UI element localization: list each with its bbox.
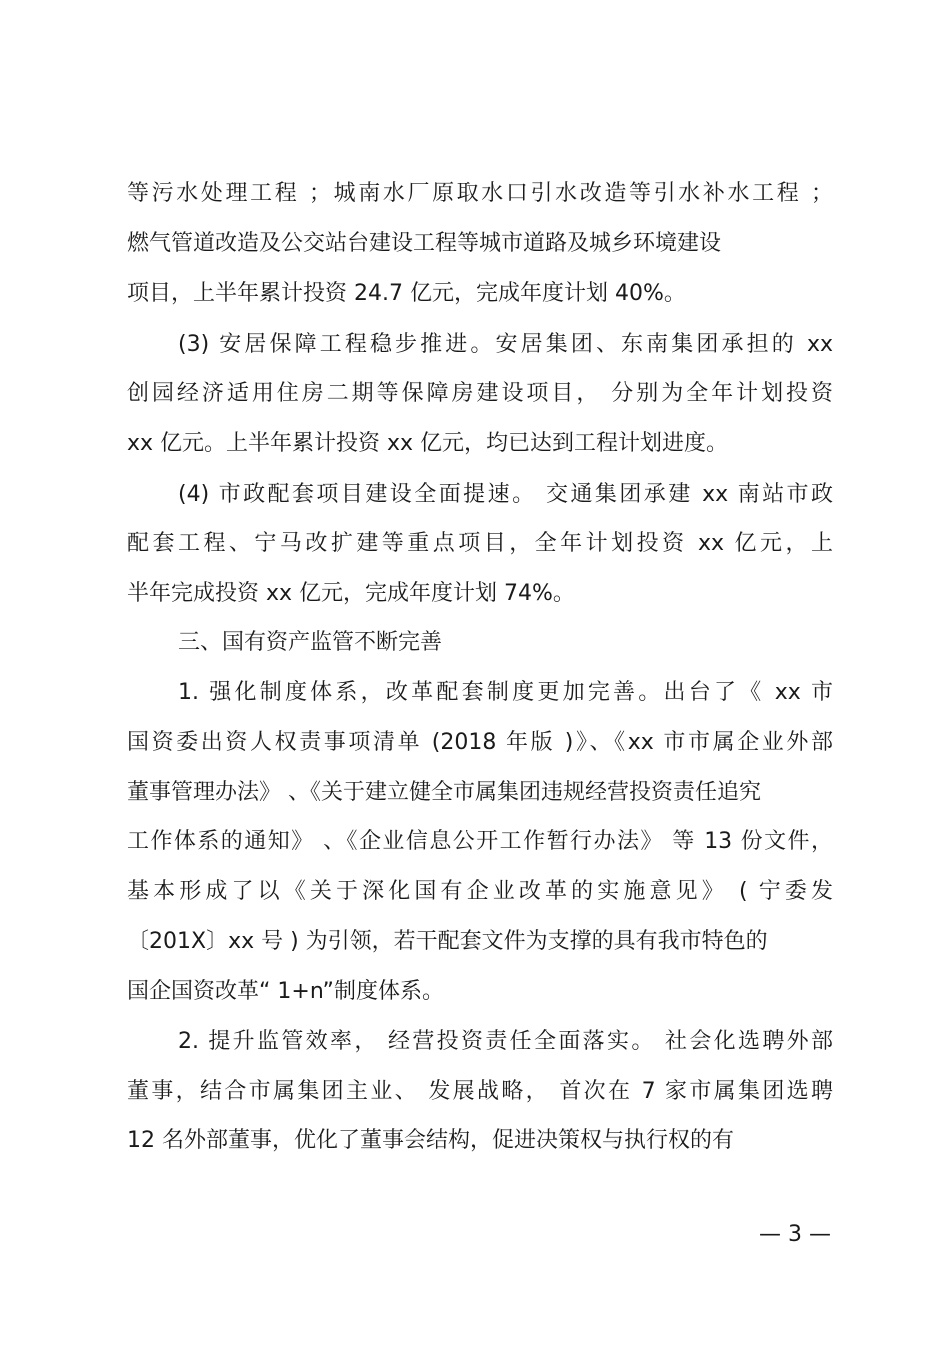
text-line-6: xx 亿元。上半年累计投资 xx 亿元，均已达到工程计划进度。 [127,431,729,456]
text-line-1: 等污水处理工程 ；城南水厂原取水口引水改造等引水补水工程 ； [127,181,833,206]
text-line-18: 2. 提升监管效率， 经营投资责任全面落实。 社会化选聘外部 [178,1029,833,1054]
text-line-12: 国资委出资人权责事项清单 (2018 年版 )》、《xx 市市属企业外部 [127,730,833,755]
text-line-7: (4) 市政配套项目建设全面提速。 交通集团承建 xx 南站市政 [178,482,833,507]
text-line-3: 项目，上半年累计投资 24.7 亿元，完成年度计划 40%。 [127,281,686,306]
text-line-8: 配套工程、宁马改扩建等重点项目，全年计划投资 xx 亿元，上 [127,531,833,556]
text-line-17: 国企国资改革“ 1+n”制度体系。 [127,979,444,1004]
section-heading: 三、国有资产监管不断完善 [178,630,443,655]
text-line-16: 〔201X〕xx 号 ) 为引领，若干配套文件为支撑的具有我市特色的 [127,929,768,954]
text-line-11: 1. 强化制度体系，改革配套制度更加完善。出台了《 xx 市 [178,680,833,705]
text-line-5: 创园经济适用住房二期等保障房建设项目， 分别为全年计划投资 [127,381,833,406]
text-line-4: (3) 安居保障工程稳步推进。安居集团、东南集团承担的 xx [178,332,833,357]
text-line-19: 董事，结合市属集团主业、 发展战略， 首次在 7 家市属集团选聘 [127,1079,833,1104]
text-line-9: 半年完成投资 xx 亿元，完成年度计划 74%。 [127,581,575,606]
text-line-14: 工作体系的通知》 、《企业信息公开工作暂行办法》 等 13 份文件， [127,829,833,854]
text-line-2: 燃气管道改造及公交站台建设工程等城市道路及城乡环境建设 [127,231,722,256]
text-line-13: 董事管理办法》 、《关于建立健全市属集团违规经营投资责任追究 [127,780,761,805]
text-line-20: 12 名外部董事，优化了董事会结构，促进决策权与执行权的有 [127,1128,734,1153]
text-line-15: 基本形成了以《关于深化国有企业改革的实施意见》 ( 宁委发 [127,879,833,904]
page-number: — 3 — [759,1222,831,1247]
